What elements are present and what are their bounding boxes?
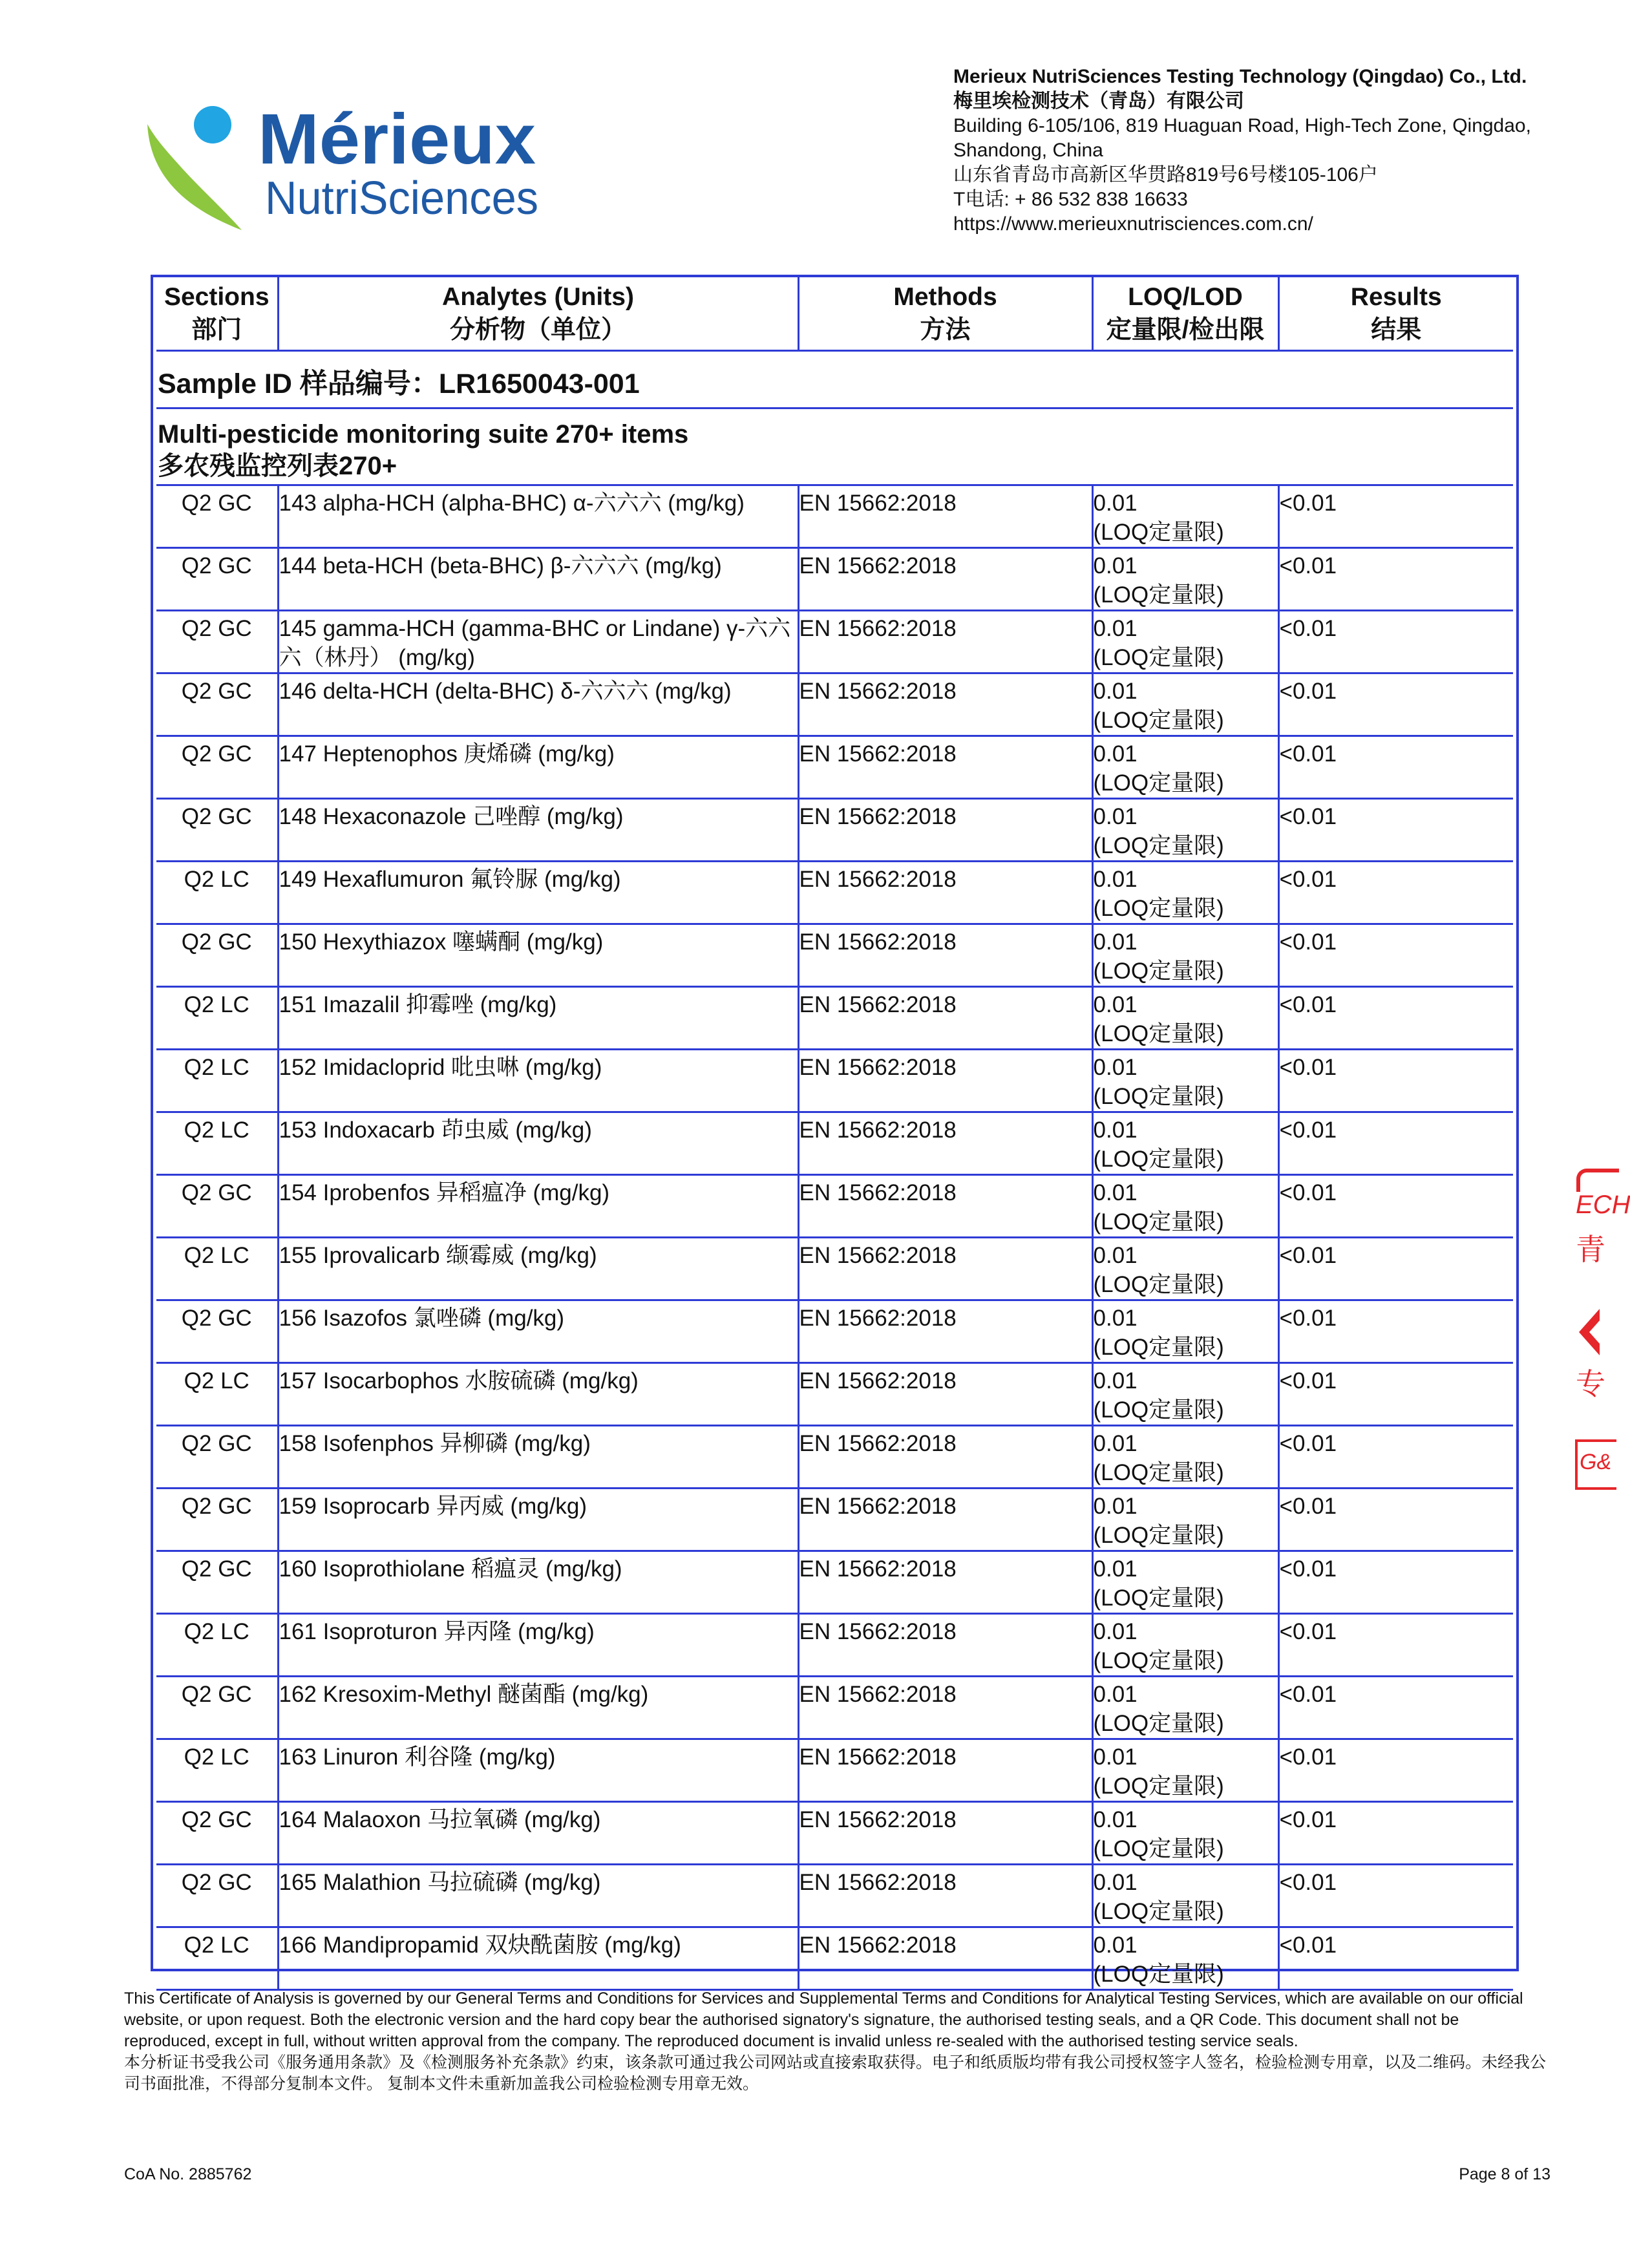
table-row bbox=[156, 1488, 1513, 1551]
logo-wordmark-merieux: Mérieux bbox=[258, 100, 536, 179]
cell-result: <0.01 bbox=[1278, 736, 1513, 798]
cell-result: <0.01 bbox=[1278, 1927, 1513, 1989]
cell-analyte: 164 Malaoxon 马拉氧磷 (mg/kg) bbox=[278, 1801, 798, 1864]
cell-loq bbox=[1092, 1362, 1278, 1425]
cell-method: EN 15662:2018 bbox=[798, 1300, 1092, 1362]
loq-note: (LOQ定量限) bbox=[1093, 770, 1224, 796]
cell-section: Q2 GC bbox=[156, 1300, 278, 1362]
cell-method: EN 15662:2018 bbox=[798, 1488, 1092, 1551]
seal-fragment bbox=[1572, 1163, 1630, 1493]
loq-value: 0.01 bbox=[1093, 615, 1138, 641]
loq-value: 0.01 bbox=[1093, 1180, 1138, 1205]
cell-analyte: 148 Hexaconazole 己唑醇 (mg/kg) bbox=[278, 798, 798, 861]
cell-method: EN 15662:2018 bbox=[798, 736, 1092, 798]
loq-note: (LOQ定量限) bbox=[1093, 1648, 1224, 1673]
cell-section: Q2 GC bbox=[156, 1801, 278, 1864]
cell-result: <0.01 bbox=[1278, 547, 1513, 610]
loq-value: 0.01 bbox=[1093, 1932, 1138, 1958]
cell-section: Q2 GC bbox=[156, 485, 278, 547]
table-row bbox=[156, 1300, 1513, 1362]
cell-result: <0.01 bbox=[1278, 673, 1513, 736]
sample-id-row bbox=[156, 350, 1513, 408]
suite-row bbox=[156, 408, 1513, 485]
cell-analyte: 158 Isofenphos 异柳磷 (mg/kg) bbox=[278, 1425, 798, 1488]
company-phone: T电话: + 86 532 838 16633 bbox=[953, 189, 1188, 210]
header-analytes-en: Analytes (Units) bbox=[442, 282, 634, 311]
logo-dot bbox=[194, 106, 231, 143]
loq-value: 0.01 bbox=[1093, 1744, 1138, 1770]
cell-result: <0.01 bbox=[1278, 1488, 1513, 1551]
loq-note: (LOQ定量限) bbox=[1093, 1459, 1224, 1485]
loq-note: (LOQ定量限) bbox=[1093, 582, 1224, 608]
cell-analyte: 145 gamma-HCH (gamma-BHC or Lindane) γ-六六六（林丹） (mg/kg) bbox=[278, 610, 798, 673]
cell-section: Q2 LC bbox=[156, 1112, 278, 1174]
cell-loq bbox=[1092, 547, 1278, 610]
cell-result: <0.01 bbox=[1278, 1864, 1513, 1927]
cell-analyte: 166 Mandipropamid 双炔酰菌胺 (mg/kg) bbox=[278, 1927, 798, 1989]
loq-value: 0.01 bbox=[1093, 1305, 1138, 1331]
disclaimer-zh: 本分析证书受我公司《服务通用条款》及《检测服务补充条款》约束，该条款可通过我公司网站或直接索取获得。电子和纸质版均带有我公司授权签字人签名，检验检测专用章，以及二维码。未经我公司书面批准，不得部分复制本文件。 复制本文件未重新加盖我公司检验检测专用章无效。 bbox=[124, 2053, 1547, 2093]
loq-note: (LOQ定量限) bbox=[1093, 1773, 1224, 1799]
loq-note: (LOQ定量限) bbox=[1093, 958, 1224, 984]
cell-loq bbox=[1092, 1425, 1278, 1488]
loq-note: (LOQ定量限) bbox=[1093, 1898, 1224, 1924]
loq-note: (LOQ定量限) bbox=[1093, 1209, 1224, 1235]
seal-arc bbox=[1576, 1169, 1619, 1192]
loq-note: (LOQ定量限) bbox=[1093, 1334, 1224, 1360]
cell-result: <0.01 bbox=[1278, 1739, 1513, 1801]
table-row bbox=[156, 1174, 1513, 1237]
cell-section: Q2 LC bbox=[156, 1613, 278, 1676]
cell-analyte: 156 Isazofos 氯唑磷 (mg/kg) bbox=[278, 1300, 798, 1362]
header-analytes bbox=[278, 277, 798, 350]
loq-note: (LOQ定量限) bbox=[1093, 519, 1224, 545]
cell-analyte: 147 Heptenophos 庚烯磷 (mg/kg) bbox=[278, 736, 798, 798]
disclaimer-en: This Certificate of Analysis is governed by our General Terms and Conditions for Services and Supplemental Terms and Conditions for Analytical Testing Services, which are available on our official website, or upon request. Both the electronic version and the hard copy bear the authorised signatory's signature, the authorised testing seals, and a QR Code. This document shall not be reproduced, except in full, without written approval from the company. The reproduced document is invalid unless re-sealed with the authorised testing service seals. bbox=[124, 1989, 1523, 2050]
loq-value: 0.01 bbox=[1093, 991, 1138, 1017]
cell-result: <0.01 bbox=[1278, 1049, 1513, 1112]
loq-note: (LOQ定量限) bbox=[1093, 1585, 1224, 1611]
table-row bbox=[156, 1551, 1513, 1613]
seal-text-4: G& bbox=[1580, 1450, 1612, 1474]
cell-loq bbox=[1092, 610, 1278, 673]
table-row bbox=[156, 1425, 1513, 1488]
loq-note: (LOQ定量限) bbox=[1093, 832, 1224, 858]
table-row bbox=[156, 485, 1513, 547]
table-row bbox=[156, 1112, 1513, 1174]
seal-chevron-shape bbox=[1579, 1309, 1600, 1355]
loq-note: (LOQ定量限) bbox=[1093, 1961, 1224, 1987]
company-name-zh: 梅里埃检测技术（青岛）有限公司 bbox=[953, 90, 1244, 112]
cell-analyte: 146 delta-HCH (delta-BHC) δ-六六六 (mg/kg) bbox=[278, 673, 798, 736]
table-row bbox=[156, 1864, 1513, 1927]
cell-loq bbox=[1092, 1927, 1278, 1989]
table-row bbox=[156, 1801, 1513, 1864]
cell-loq bbox=[1092, 1864, 1278, 1927]
cell-analyte: 160 Isoprothiolane 稻瘟灵 (mg/kg) bbox=[278, 1551, 798, 1613]
cell-section: Q2 GC bbox=[156, 1488, 278, 1551]
logo-wordmark-nutrisciences: NutriSciences bbox=[265, 173, 538, 224]
cell-method: EN 15662:2018 bbox=[798, 924, 1092, 986]
cell-method: EN 15662:2018 bbox=[798, 798, 1092, 861]
suite-title-en: Multi-pesticide monitoring suite 270+ items bbox=[158, 419, 689, 449]
cell-section: Q2 GC bbox=[156, 610, 278, 673]
cell-method: EN 15662:2018 bbox=[798, 485, 1092, 547]
cell-result: <0.01 bbox=[1278, 1551, 1513, 1613]
cell-method: EN 15662:2018 bbox=[798, 1362, 1092, 1425]
cell-result: <0.01 bbox=[1278, 924, 1513, 986]
table-row bbox=[156, 1676, 1513, 1739]
loq-value: 0.01 bbox=[1093, 1807, 1138, 1832]
header-results bbox=[1278, 277, 1513, 350]
table-row bbox=[156, 986, 1513, 1049]
table-body bbox=[156, 350, 1513, 1989]
cell-section: Q2 GC bbox=[156, 1864, 278, 1927]
cell-analyte: 144 beta-HCH (beta-BHC) β-六六六 (mg/kg) bbox=[278, 547, 798, 610]
header-row bbox=[156, 277, 1513, 350]
table-row bbox=[156, 547, 1513, 610]
company-info bbox=[953, 65, 1593, 237]
header-results-zh: 结果 bbox=[1371, 315, 1422, 344]
cell-loq bbox=[1092, 1112, 1278, 1174]
table-row bbox=[156, 1927, 1513, 1989]
cell-method: EN 15662:2018 bbox=[798, 547, 1092, 610]
header-methods-zh: 方法 bbox=[920, 315, 971, 344]
cell-analyte: 153 Indoxacarb 茚虫威 (mg/kg) bbox=[278, 1112, 798, 1174]
cell-loq bbox=[1092, 798, 1278, 861]
loq-value: 0.01 bbox=[1093, 1556, 1138, 1582]
cell-result: <0.01 bbox=[1278, 1425, 1513, 1488]
cell-result: <0.01 bbox=[1278, 798, 1513, 861]
cell-analyte: 150 Hexythiazox 噻螨酮 (mg/kg) bbox=[278, 924, 798, 986]
cell-section: Q2 GC bbox=[156, 1174, 278, 1237]
results-table-frame bbox=[151, 275, 1519, 1987]
cell-result: <0.01 bbox=[1278, 1613, 1513, 1676]
table-row bbox=[156, 924, 1513, 986]
loq-note: (LOQ定量限) bbox=[1093, 895, 1224, 921]
table-header bbox=[156, 277, 1513, 350]
header-analytes-zh: 分析物（单位） bbox=[449, 315, 626, 344]
loq-value: 0.01 bbox=[1093, 1618, 1138, 1644]
table-row bbox=[156, 1739, 1513, 1801]
loq-value: 0.01 bbox=[1093, 741, 1138, 767]
cell-method: EN 15662:2018 bbox=[798, 1551, 1092, 1613]
sample-id: Sample ID 样品编号：LR1650043-001 bbox=[156, 350, 1513, 408]
header-loq-lod-zh: 定量限/检出限 bbox=[1106, 315, 1265, 344]
cell-analyte: 152 Imidacloprid 吡虫啉 (mg/kg) bbox=[278, 1049, 798, 1112]
cell-method: EN 15662:2018 bbox=[798, 1425, 1092, 1488]
cell-analyte: 157 Isocarbophos 水胺硫磷 (mg/kg) bbox=[278, 1362, 798, 1425]
loq-value: 0.01 bbox=[1093, 678, 1138, 704]
cell-loq bbox=[1092, 673, 1278, 736]
cell-loq bbox=[1092, 861, 1278, 924]
company-name-en: Merieux NutriSciences Testing Technology (Qingdao) Co., Ltd. bbox=[953, 66, 1527, 87]
loq-note: (LOQ定量限) bbox=[1093, 1397, 1224, 1423]
cell-result: <0.01 bbox=[1278, 1112, 1513, 1174]
cell-analyte: 162 Kresoxim-Methyl 醚菌酯 (mg/kg) bbox=[278, 1676, 798, 1739]
loq-value: 0.01 bbox=[1093, 553, 1138, 578]
cell-loq bbox=[1092, 1237, 1278, 1300]
cell-loq bbox=[1092, 1676, 1278, 1739]
suite-title-zh: 多农残监控列表270+ bbox=[158, 451, 397, 480]
cell-analyte: 159 Isoprocarb 异丙威 (mg/kg) bbox=[278, 1488, 798, 1551]
cell-section: Q2 LC bbox=[156, 861, 278, 924]
cell-method: EN 15662:2018 bbox=[798, 1864, 1092, 1927]
cell-section: Q2 GC bbox=[156, 798, 278, 861]
cell-loq bbox=[1092, 1488, 1278, 1551]
loq-note: (LOQ定量限) bbox=[1093, 1083, 1224, 1109]
header-sections-zh: 部门 bbox=[191, 315, 242, 344]
loq-note: (LOQ定量限) bbox=[1093, 1522, 1224, 1548]
loq-note: (LOQ定量限) bbox=[1093, 1021, 1224, 1046]
cell-result: <0.01 bbox=[1278, 485, 1513, 547]
cell-result: <0.01 bbox=[1278, 1300, 1513, 1362]
cell-loq bbox=[1092, 1551, 1278, 1613]
table-row bbox=[156, 1613, 1513, 1676]
header-sections bbox=[156, 277, 278, 350]
table-row bbox=[156, 861, 1513, 924]
cell-method: EN 15662:2018 bbox=[798, 1112, 1092, 1174]
loq-value: 0.01 bbox=[1093, 1117, 1138, 1143]
cell-loq bbox=[1092, 1049, 1278, 1112]
header-methods bbox=[798, 277, 1092, 350]
loq-note: (LOQ定量限) bbox=[1093, 644, 1224, 670]
cell-analyte: 151 Imazalil 抑霉唑 (mg/kg) bbox=[278, 986, 798, 1049]
header-loq-lod bbox=[1092, 277, 1278, 350]
cell-section: Q2 GC bbox=[156, 736, 278, 798]
page-number: Page 8 of 13 bbox=[1459, 2165, 1551, 2183]
cell-method: EN 15662:2018 bbox=[798, 673, 1092, 736]
loq-value: 0.01 bbox=[1093, 1430, 1138, 1456]
cell-section: Q2 LC bbox=[156, 1237, 278, 1300]
table-row bbox=[156, 673, 1513, 736]
cell-analyte: 165 Malathion 马拉硫磷 (mg/kg) bbox=[278, 1864, 798, 1927]
header-results-en: Results bbox=[1350, 282, 1442, 311]
cell-section: Q2 GC bbox=[156, 673, 278, 736]
cell-method: EN 15662:2018 bbox=[798, 861, 1092, 924]
cell-method: EN 15662:2018 bbox=[798, 1237, 1092, 1300]
cell-analyte: 143 alpha-HCH (alpha-BHC) α-六六六 (mg/kg) bbox=[278, 485, 798, 547]
company-address-en-line2: Shandong, China bbox=[953, 140, 1103, 161]
loq-note: (LOQ定量限) bbox=[1093, 1710, 1224, 1736]
table-row bbox=[156, 1362, 1513, 1425]
table-row bbox=[156, 1237, 1513, 1300]
loq-note: (LOQ定量限) bbox=[1093, 1836, 1224, 1861]
cell-section: Q2 LC bbox=[156, 986, 278, 1049]
cell-section: Q2 GC bbox=[156, 1676, 278, 1739]
cell-section: Q2 GC bbox=[156, 1425, 278, 1488]
cell-result: <0.01 bbox=[1278, 1174, 1513, 1237]
cell-section: Q2 LC bbox=[156, 1049, 278, 1112]
cell-result: <0.01 bbox=[1278, 986, 1513, 1049]
cell-loq bbox=[1092, 1174, 1278, 1237]
coa-number: CoA No. 2885762 bbox=[124, 2165, 252, 2183]
cell-loq bbox=[1092, 1739, 1278, 1801]
footer-disclaimer bbox=[124, 1988, 1546, 2095]
cell-analyte: 154 Iprobenfos 异稻瘟净 (mg/kg) bbox=[278, 1174, 798, 1237]
cell-method: EN 15662:2018 bbox=[798, 986, 1092, 1049]
loq-value: 0.01 bbox=[1093, 1869, 1138, 1895]
cell-loq bbox=[1092, 1300, 1278, 1362]
cell-method: EN 15662:2018 bbox=[798, 1801, 1092, 1864]
header-methods-en: Methods bbox=[893, 282, 997, 311]
cell-loq bbox=[1092, 485, 1278, 547]
logo-leaf-shape bbox=[147, 124, 242, 230]
cell-method: EN 15662:2018 bbox=[798, 1613, 1092, 1676]
table-row bbox=[156, 610, 1513, 673]
cell-result: <0.01 bbox=[1278, 610, 1513, 673]
seal-text-1: ECH bbox=[1576, 1191, 1630, 1219]
table-row bbox=[156, 798, 1513, 861]
loq-value: 0.01 bbox=[1093, 1054, 1138, 1080]
company-address-zh: 山东省青岛市高新区华贯路819号6号楼105-106户 bbox=[953, 164, 1378, 185]
loq-value: 0.01 bbox=[1093, 866, 1138, 892]
cell-result: <0.01 bbox=[1278, 1362, 1513, 1425]
header-sections-en: Sections bbox=[164, 282, 270, 311]
cell-result: <0.01 bbox=[1278, 861, 1513, 924]
cell-section: Q2 GC bbox=[156, 924, 278, 986]
cell-method: EN 15662:2018 bbox=[798, 1676, 1092, 1739]
suite-title bbox=[156, 408, 1513, 485]
cell-loq bbox=[1092, 986, 1278, 1049]
loq-note: (LOQ定量限) bbox=[1093, 1271, 1224, 1297]
cell-loq bbox=[1092, 924, 1278, 986]
table-row bbox=[156, 1049, 1513, 1112]
cell-method: EN 15662:2018 bbox=[798, 1739, 1092, 1801]
cell-method: EN 15662:2018 bbox=[798, 1049, 1092, 1112]
seal-text-2: 青 bbox=[1576, 1233, 1605, 1266]
cell-analyte: 163 Linuron 利谷隆 (mg/kg) bbox=[278, 1739, 798, 1801]
cell-method: EN 15662:2018 bbox=[798, 610, 1092, 673]
loq-value: 0.01 bbox=[1093, 1493, 1138, 1519]
cell-result: <0.01 bbox=[1278, 1801, 1513, 1864]
loq-value: 0.01 bbox=[1093, 1242, 1138, 1268]
cell-result: <0.01 bbox=[1278, 1676, 1513, 1739]
results-table bbox=[156, 277, 1513, 1991]
cell-analyte: 161 Isoproturon 异丙隆 (mg/kg) bbox=[278, 1613, 798, 1676]
cell-method: EN 15662:2018 bbox=[798, 1927, 1092, 1989]
cell-section: Q2 GC bbox=[156, 1551, 278, 1613]
loq-value: 0.01 bbox=[1093, 803, 1138, 829]
cell-result: <0.01 bbox=[1278, 1237, 1513, 1300]
cell-loq bbox=[1092, 1801, 1278, 1864]
cell-section: Q2 LC bbox=[156, 1362, 278, 1425]
company-address-en-line1: Building 6-105/106, 819 Huaguan Road, High-Tech Zone, Qingdao, bbox=[953, 115, 1531, 136]
cell-section: Q2 LC bbox=[156, 1927, 278, 1989]
cell-loq bbox=[1092, 736, 1278, 798]
loq-value: 0.01 bbox=[1093, 929, 1138, 955]
header-loq-lod-en: LOQ/LOD bbox=[1128, 282, 1243, 311]
cell-analyte: 155 Iprovalicarb 缬霉威 (mg/kg) bbox=[278, 1237, 798, 1300]
table-row bbox=[156, 736, 1513, 798]
cell-section: Q2 LC bbox=[156, 1739, 278, 1801]
company-website-link[interactable]: https://www.merieuxnutrisciences.com.cn/ bbox=[953, 213, 1313, 235]
loq-value: 0.01 bbox=[1093, 1368, 1138, 1394]
loq-note: (LOQ定量限) bbox=[1093, 1146, 1224, 1172]
cell-loq bbox=[1092, 1613, 1278, 1676]
cell-section: Q2 GC bbox=[156, 547, 278, 610]
loq-note: (LOQ定量限) bbox=[1093, 707, 1224, 733]
cell-analyte: 149 Hexaflumuron 氟铃脲 (mg/kg) bbox=[278, 861, 798, 924]
loq-value: 0.01 bbox=[1093, 1681, 1138, 1707]
loq-value: 0.01 bbox=[1093, 490, 1138, 516]
merieux-nutrisciences-logo bbox=[145, 97, 545, 236]
cell-method: EN 15662:2018 bbox=[798, 1174, 1092, 1237]
seal-chevron bbox=[1574, 1309, 1600, 1355]
seal-text-3: 专 bbox=[1576, 1367, 1605, 1401]
